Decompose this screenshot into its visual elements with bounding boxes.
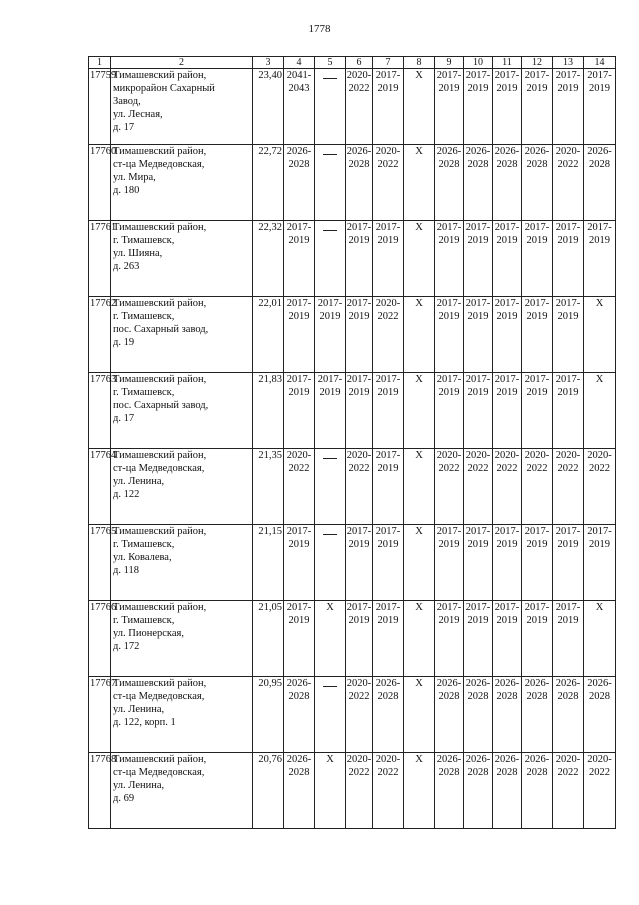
period-cell: 2026-2028: [346, 145, 373, 221]
column-header: 10: [464, 57, 493, 69]
address-cell: [111, 297, 253, 373]
period-cell: 2026-2028: [464, 145, 493, 221]
period-cell: 2026-2028: [584, 677, 616, 753]
period-cell: 2017-2019: [346, 525, 373, 601]
period-cell: Х: [584, 373, 616, 449]
address-cell: [111, 601, 253, 677]
column-header: 12: [522, 57, 553, 69]
period-cell: 2017-2019: [315, 297, 346, 373]
period-cell: 2026-2028: [435, 753, 464, 829]
row-number: 17761: [89, 221, 111, 297]
address-line: г. Тимашевск,: [113, 539, 175, 550]
address-cell: [111, 449, 253, 525]
dash-cell: [315, 69, 346, 145]
period-cell: 2017-2019: [373, 373, 404, 449]
address-line: д. 19: [113, 337, 135, 348]
area-cell: 22,01: [253, 297, 284, 373]
period-cell: 2026-2028: [373, 677, 404, 753]
row-number: 17763: [89, 373, 111, 449]
dash-mark: [323, 230, 337, 231]
address-line: Тимашевский район,: [113, 70, 207, 81]
page-number: 1778: [308, 23, 331, 35]
period-cell: 2020-2022: [346, 753, 373, 829]
period-cell: 2020-2022: [373, 297, 404, 373]
period-cell: 2017-2019: [553, 525, 584, 601]
period-cell: 2017-2019: [493, 297, 522, 373]
address-line: Тимашевский район,: [113, 298, 207, 309]
dash-mark: [323, 534, 337, 535]
dash-cell: [315, 221, 346, 297]
column-header: 4: [284, 57, 315, 69]
period-cell: 2017-2019: [553, 601, 584, 677]
row-number: 17762: [89, 297, 111, 373]
address-line: ул. Ковалева,: [113, 552, 172, 563]
table-row: [89, 449, 616, 525]
period-cell: 2026-2028: [493, 753, 522, 829]
address-line: ст-ца Медведовская,: [113, 767, 205, 778]
area-cell: 22,32: [253, 221, 284, 297]
period-cell: 2026-2028: [522, 753, 553, 829]
period-cell: 2017-2019: [522, 221, 553, 297]
period-cell: 2017-2019: [522, 297, 553, 373]
address-line: д. 17: [113, 413, 135, 424]
address-line: г. Тимашевск,: [113, 615, 175, 626]
period-cell: Х: [315, 601, 346, 677]
period-cell: 2017-2019: [553, 69, 584, 145]
period-cell: Х: [315, 753, 346, 829]
period-cell: 2020-2022: [373, 753, 404, 829]
period-cell: Х: [404, 69, 435, 145]
period-cell: Х: [404, 449, 435, 525]
address-line: Тимашевский район,: [113, 678, 207, 689]
period-cell: Х: [404, 373, 435, 449]
row-number: 17767: [89, 677, 111, 753]
period-cell: 2017-2019: [284, 601, 315, 677]
period-cell: 2026-2028: [284, 753, 315, 829]
period-cell: Х: [584, 297, 616, 373]
period-cell: 2017-2019: [493, 221, 522, 297]
period-cell: 2017-2019: [464, 221, 493, 297]
column-header: 6: [346, 57, 373, 69]
period-cell: 2017-2019: [493, 525, 522, 601]
period-cell: 2017-2019: [464, 525, 493, 601]
period-cell: 2017-2019: [373, 69, 404, 145]
period-cell: 2017-2019: [584, 69, 616, 145]
dash-mark: [323, 154, 337, 155]
period-cell: 2017-2019: [464, 373, 493, 449]
period-cell: 2020-2022: [584, 449, 616, 525]
address-line: Тимашевский район,: [113, 526, 207, 537]
dash-cell: [315, 677, 346, 753]
dash-cell: [315, 145, 346, 221]
row-number: 17765: [89, 525, 111, 601]
area-cell: 20,95: [253, 677, 284, 753]
area-cell: 23,40: [253, 69, 284, 145]
period-cell: 2017-2019: [464, 69, 493, 145]
period-cell: 2017-2019: [315, 373, 346, 449]
address-line: ул. Ленина,: [113, 704, 165, 715]
row-number: 17760: [89, 145, 111, 221]
address-line: Тимашевский район,: [113, 602, 207, 613]
area-cell: 21,05: [253, 601, 284, 677]
address-line: Завод,: [113, 96, 141, 107]
address-line: микрорайон Сахарный: [113, 83, 215, 94]
period-cell: Х: [404, 297, 435, 373]
address-line: Тимашевский район,: [113, 222, 207, 233]
period-cell: 2020-2022: [346, 677, 373, 753]
table-row: [89, 753, 616, 829]
address-cell: [111, 145, 253, 221]
column-header: 2: [111, 57, 253, 69]
column-header: 11: [493, 57, 522, 69]
period-cell: 2017-2019: [346, 297, 373, 373]
period-cell: 2017-2019: [373, 525, 404, 601]
period-cell: 2020-2022: [522, 449, 553, 525]
period-cell: 2017-2019: [346, 221, 373, 297]
period-cell: 2026-2028: [435, 677, 464, 753]
period-cell: 2017-2019: [435, 373, 464, 449]
dash-mark: [323, 78, 337, 79]
period-cell: 2020-2022: [346, 449, 373, 525]
area-cell: 21,83: [253, 373, 284, 449]
period-cell: 2041-2043: [284, 69, 315, 145]
table-row: [89, 677, 616, 753]
address-line: Тимашевский район,: [113, 754, 207, 765]
table-row: [89, 145, 616, 221]
period-cell: 2017-2019: [584, 525, 616, 601]
area-cell: 21,35: [253, 449, 284, 525]
period-cell: 2020-2022: [346, 69, 373, 145]
period-cell: 2020-2022: [553, 449, 584, 525]
column-header: 14: [584, 57, 616, 69]
period-cell: 2017-2019: [284, 297, 315, 373]
dash-mark: [323, 458, 337, 459]
period-cell: Х: [404, 145, 435, 221]
table-row: [89, 297, 616, 373]
row-number: 17764: [89, 449, 111, 525]
period-cell: 2017-2019: [373, 449, 404, 525]
period-cell: 2017-2019: [584, 221, 616, 297]
period-cell: 2017-2019: [284, 525, 315, 601]
dash-mark: [323, 686, 337, 687]
address-line: Тимашевский район,: [113, 146, 207, 157]
period-cell: 2017-2019: [553, 373, 584, 449]
address-line: г. Тимашевск,: [113, 235, 175, 246]
period-cell: 2017-2019: [493, 69, 522, 145]
column-header: 9: [435, 57, 464, 69]
period-cell: 2017-2019: [435, 525, 464, 601]
table-header: [89, 57, 616, 69]
address-cell: [111, 525, 253, 601]
period-cell: 2017-2019: [284, 373, 315, 449]
address-line: д. 172: [113, 641, 140, 652]
period-cell: 2020-2022: [584, 753, 616, 829]
address-line: пос. Сахарный завод,: [113, 324, 209, 335]
period-cell: 2017-2019: [522, 69, 553, 145]
address-line: ст-ца Медведовская,: [113, 691, 205, 702]
period-cell: 2026-2028: [584, 145, 616, 221]
period-cell: 2017-2019: [522, 373, 553, 449]
address-line: д. 69: [113, 793, 135, 804]
period-cell: 2017-2019: [522, 525, 553, 601]
period-cell: 2017-2019: [553, 297, 584, 373]
period-cell: 2017-2019: [522, 601, 553, 677]
period-cell: 2026-2028: [553, 677, 584, 753]
address-line: г. Тимашевск,: [113, 311, 175, 322]
period-cell: 2026-2028: [284, 145, 315, 221]
period-cell: 2026-2028: [464, 677, 493, 753]
address-line: Тимашевский район,: [113, 450, 207, 461]
row-number: 17768: [89, 753, 111, 829]
column-header: 8: [404, 57, 435, 69]
period-cell: Х: [404, 601, 435, 677]
table-row: [89, 221, 616, 297]
address-cell: [111, 221, 253, 297]
address-line: г. Тимашевск,: [113, 387, 175, 398]
address-line: ул. Лесная,: [113, 109, 163, 120]
period-cell: 2017-2019: [435, 69, 464, 145]
period-cell: 2017-2019: [373, 221, 404, 297]
period-cell: Х: [404, 221, 435, 297]
period-cell: 2020-2022: [553, 145, 584, 221]
period-cell: 2026-2028: [284, 677, 315, 753]
address-line: ст-ца Медведовская,: [113, 159, 205, 170]
address-line: пос. Сахарный завод,: [113, 400, 209, 411]
address-line: ул. Ленина,: [113, 780, 165, 791]
header-row: [89, 57, 616, 69]
period-cell: 2026-2028: [435, 145, 464, 221]
period-cell: 2026-2028: [493, 145, 522, 221]
row-number: 17766: [89, 601, 111, 677]
period-cell: 2017-2019: [553, 221, 584, 297]
area-cell: 22,72: [253, 145, 284, 221]
period-cell: 2017-2019: [435, 297, 464, 373]
period-cell: Х: [404, 677, 435, 753]
table-row: [89, 373, 616, 449]
dash-cell: [315, 449, 346, 525]
column-header: 7: [373, 57, 404, 69]
period-cell: 2017-2019: [464, 297, 493, 373]
period-cell: Х: [404, 753, 435, 829]
period-cell: 2020-2022: [435, 449, 464, 525]
period-cell: 2020-2022: [464, 449, 493, 525]
period-cell: 2020-2022: [553, 753, 584, 829]
period-cell: 2017-2019: [284, 221, 315, 297]
period-cell: 2020-2022: [284, 449, 315, 525]
column-header: 3: [253, 57, 284, 69]
address-line: д. 263: [113, 261, 140, 272]
period-cell: 2017-2019: [464, 601, 493, 677]
period-cell: Х: [584, 601, 616, 677]
period-cell: 2026-2028: [464, 753, 493, 829]
column-header: 5: [315, 57, 346, 69]
period-cell: Х: [404, 525, 435, 601]
table-body: [89, 69, 616, 829]
address-line: д. 122: [113, 489, 140, 500]
area-cell: 20,76: [253, 753, 284, 829]
column-header: 13: [553, 57, 584, 69]
address-cell: [111, 69, 253, 145]
address-line: ул. Мира,: [113, 172, 156, 183]
address-line: ул. Ленина,: [113, 476, 165, 487]
address-line: Тимашевский район,: [113, 374, 207, 385]
period-cell: 2026-2028: [522, 145, 553, 221]
address-line: д. 122, корп. 1: [113, 717, 176, 728]
period-cell: 2020-2022: [373, 145, 404, 221]
table-row: [89, 69, 616, 145]
period-cell: 2026-2028: [522, 677, 553, 753]
address-line: ул. Шияна,: [113, 248, 163, 259]
period-cell: 2017-2019: [435, 221, 464, 297]
period-cell: 2017-2019: [493, 373, 522, 449]
column-header: 1: [89, 57, 111, 69]
address-line: ст-ца Медведовская,: [113, 463, 205, 474]
address-line: ул. Пионерская,: [113, 628, 184, 639]
area-cell: 21,15: [253, 525, 284, 601]
period-cell: 2017-2019: [346, 373, 373, 449]
period-cell: 2017-2019: [373, 601, 404, 677]
dash-cell: [315, 525, 346, 601]
period-cell: 2017-2019: [346, 601, 373, 677]
address-line: д. 118: [113, 565, 139, 576]
address-line: д. 17: [113, 122, 135, 133]
address-cell: [111, 677, 253, 753]
period-cell: 2020-2022: [493, 449, 522, 525]
period-cell: 2026-2028: [493, 677, 522, 753]
table-row: [89, 601, 616, 677]
period-cell: 2017-2019: [493, 601, 522, 677]
period-cell: 2017-2019: [435, 601, 464, 677]
table-row: [89, 525, 616, 601]
address-cell: [111, 753, 253, 829]
address-cell: [111, 373, 253, 449]
register-table: [88, 56, 616, 829]
address-line: д. 180: [113, 185, 140, 196]
row-number: 17759: [89, 69, 111, 145]
